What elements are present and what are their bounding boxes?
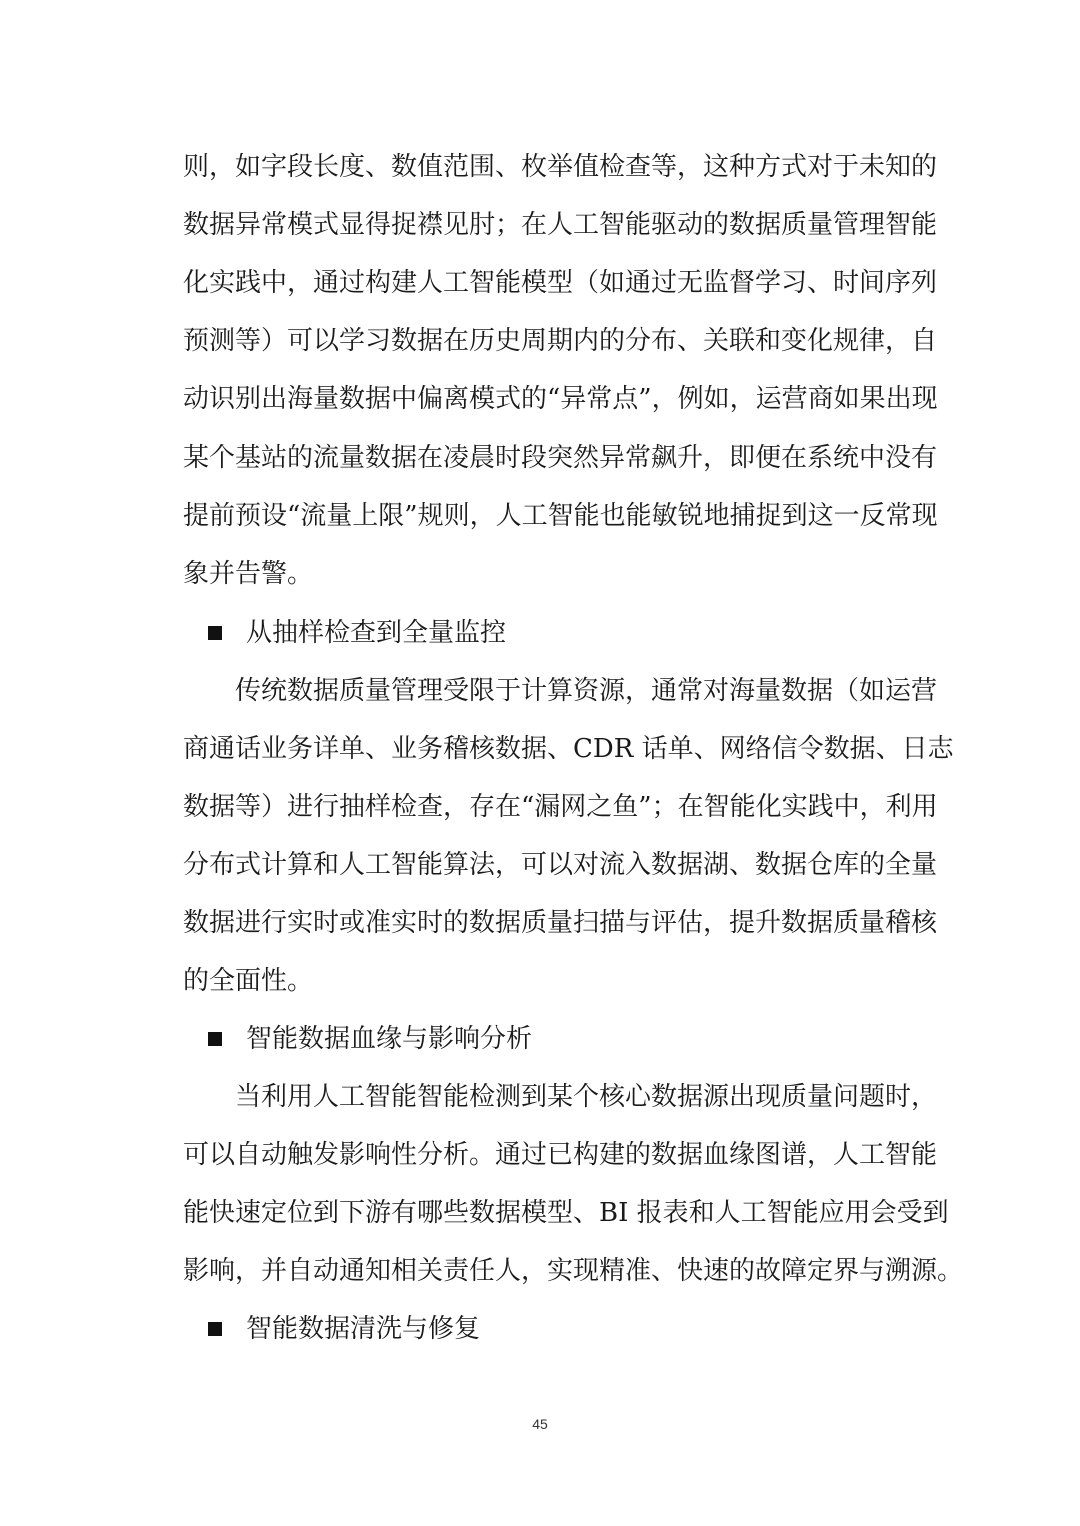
paragraph-line: 影响，并自动通知相关责任人，实现精准、快速的故障定界与溯源。	[183, 1256, 964, 1286]
page-number: 45	[532, 1416, 548, 1432]
section-heading-text: 从抽样检查到全量监控	[246, 618, 507, 648]
section-heading	[208, 616, 506, 650]
section-heading	[208, 1312, 480, 1346]
paragraph-line: 某个基站的流量数据在凌晨时段突然异常飙升，即便在系统中没有	[183, 443, 938, 473]
paragraph-line: 预测等）可以学习数据在历史周期内的分布、关联和变化规律，自	[183, 326, 938, 356]
square-bullet-icon	[208, 1032, 222, 1046]
section-heading-text: 智能数据清洗与修复	[246, 1314, 481, 1344]
paragraph-line: 可以自动触发影响性分析。通过已构建的数据血缘图谱，人工智能	[183, 1140, 938, 1170]
paragraph-line: 数据异常模式显得捉襟见肘；在人工智能驱动的数据质量管理智能	[183, 210, 938, 240]
paragraph-line: 动识别出海量数据中偏离模式的“异常点”，例如，运营商如果出现	[183, 384, 938, 414]
paragraph-line: 传统数据质量管理受限于计算资源，通常对海量数据（如运营	[235, 676, 938, 706]
paragraph-line: 商通话业务详单、业务稽核数据、CDR 话单、网络信令数据、日志	[183, 734, 954, 764]
paragraph-line: 数据进行实时或准实时的数据质量扫描与评估，提升数据质量稽核	[183, 908, 938, 938]
paragraph-line: 提前预设“流量上限”规则，人工智能也能敏锐地捕捉到这一反常现	[183, 501, 938, 531]
square-bullet-icon	[208, 1322, 222, 1336]
paragraph-line: 能快速定位到下游有哪些数据模型、BI 报表和人工智能应用会受到	[183, 1198, 949, 1228]
paragraph-line: 象并告警。	[183, 559, 314, 589]
paragraph-line: 的全面性。	[183, 966, 314, 996]
square-bullet-icon	[208, 626, 222, 640]
section-heading-text: 智能数据血缘与影响分析	[246, 1024, 533, 1054]
section-heading	[208, 1022, 532, 1056]
paragraph-line: 则，如字段长度、数值范围、枚举值检查等，这种方式对于未知的	[183, 152, 938, 182]
paragraph-line: 当利用人工智能智能检测到某个核心数据源出现质量问题时，	[235, 1082, 938, 1112]
paragraph-line: 化实践中，通过构建人工智能模型（如通过无监督学习、时间序列	[183, 268, 938, 298]
paragraph-line: 分布式计算和人工智能算法，可以对流入数据湖、数据仓库的全量	[183, 850, 938, 880]
paragraph-line: 数据等）进行抽样检查，存在“漏网之鱼”；在智能化实践中，利用	[183, 792, 938, 822]
